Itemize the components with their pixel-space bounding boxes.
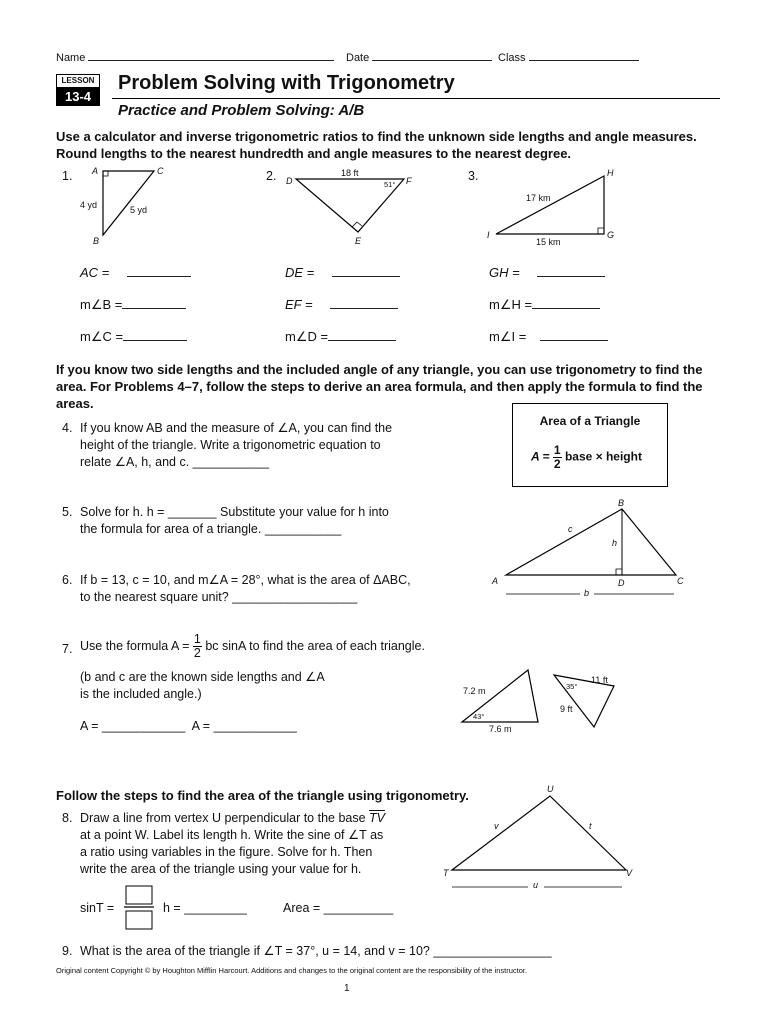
answer-gh-label: GH = xyxy=(489,265,520,280)
sin-numerator-box[interactable] xyxy=(126,886,152,904)
answer-angle-d-label: m∠D = xyxy=(285,329,329,344)
answer-angle-h[interactable] xyxy=(489,297,600,313)
answer-angle-c-label: m∠C = xyxy=(80,329,124,344)
fig-label-U: U xyxy=(547,784,554,794)
q4-line2: height of the triangle. Write a trigonometric equation to xyxy=(80,438,381,452)
q8-line2: at a point W. Label its length h. Write the sine of ∠T as xyxy=(80,828,384,842)
page-number: 1 xyxy=(344,983,350,994)
answer-ef-label: EF = xyxy=(285,297,313,312)
label-side-bc: 5 yd xyxy=(130,205,148,215)
area-box-rhs: base × height xyxy=(564,449,642,464)
label-H-3: H xyxy=(607,168,614,178)
lesson-number: 13-4 xyxy=(56,88,100,106)
answer-angle-c[interactable] xyxy=(80,329,187,345)
label-G-3: G xyxy=(607,230,615,240)
q8-tv: $\overline{TV}$ xyxy=(369,811,386,825)
fig-label-T: T xyxy=(443,868,449,878)
label-side-ig: 15 km xyxy=(536,237,561,247)
triangle-tuv xyxy=(452,796,626,870)
answer-angle-b-label: m∠B = xyxy=(80,297,123,312)
label-side-df: 18 ft xyxy=(341,168,359,178)
q7-fraction xyxy=(193,633,202,660)
q7-number: 7. xyxy=(62,642,73,656)
label-E-2: E xyxy=(355,236,362,246)
class-label: Class xyxy=(498,52,526,64)
q8-sin-label: sinT = xyxy=(80,901,115,915)
q8-line1: Draw a line from vertex U perpendicular to the base xyxy=(80,811,366,825)
lesson-tag: LESSON xyxy=(56,74,100,88)
q5-number: 5. xyxy=(62,505,73,519)
fig-label-D: D xyxy=(618,578,625,588)
q9-number: 9. xyxy=(62,944,73,958)
q7-den: 2 xyxy=(193,646,201,660)
q8-h-answer[interactable]: h = _________ xyxy=(163,901,247,915)
q7b-side2: 9 ft xyxy=(560,704,573,714)
fig-label-A: A xyxy=(492,576,499,586)
answer-angle-d[interactable] xyxy=(285,329,396,345)
answer-angle-i-label: m∠I = xyxy=(489,329,527,344)
q7a-side2: 7.6 m xyxy=(489,724,512,734)
area-box-fraction xyxy=(553,444,562,471)
area-box-formula xyxy=(531,444,642,471)
area-box-lhs: A = xyxy=(531,449,550,464)
fig-label-c: c xyxy=(568,524,573,534)
copyright-footer: Original content Copyright © by Houghton Mifflin Harcourt. Additions and changes to the original content are the responsibility of the instructor. xyxy=(56,966,528,975)
answer-de-label: DE = xyxy=(285,265,315,280)
q5-line1[interactable]: Solve for h. h = _______ Substitute your value for h into xyxy=(80,505,389,519)
instructions-1: Use a calculator and inverse trigonometric ratios to find the unknown side lengths and angle measures. Round lengths to the nearest hundredth and angle measures to the nearest degree. xyxy=(56,129,697,161)
sin-denominator-box[interactable] xyxy=(126,911,152,929)
label-A-1: A xyxy=(92,166,99,176)
fig-label-b: b xyxy=(584,588,590,598)
q7-pre: Use the formula A = xyxy=(80,638,190,653)
q4-number: 4. xyxy=(62,421,73,435)
q6-number: 6. xyxy=(62,573,73,587)
q4-line1: If you know AB and the measure of ∠A, you can find the xyxy=(80,421,393,435)
q4-line3[interactable]: relate ∠A, h, and c. ___________ xyxy=(80,455,270,469)
name-label: Name xyxy=(56,52,86,64)
label-angle-f: 51° xyxy=(384,180,396,189)
label-side-ab: 4 yd xyxy=(80,200,98,210)
page-title: Problem Solving with Trigonometry xyxy=(118,72,455,94)
q5-line2[interactable]: the formula for area of a triangle. ___________ xyxy=(80,522,342,536)
label-D-2: D xyxy=(286,176,293,186)
fig-label-v: v xyxy=(494,821,499,831)
q7b-side1: 11 ft xyxy=(591,675,608,685)
q7a-angle: 43° xyxy=(473,712,485,721)
label-side-hi: 17 km xyxy=(526,193,551,203)
q7-num: 1 xyxy=(193,632,201,646)
q8-line3: a ratio using variables in the figure. Solve for h. Then xyxy=(80,845,373,859)
label-B-1: B xyxy=(93,236,100,246)
answer-angle-h-label: m∠H = xyxy=(489,297,533,312)
fig-label-h: h xyxy=(612,538,618,548)
area-box-title: Area of a Triangle xyxy=(539,414,641,428)
right-angle-mark-2 xyxy=(352,222,362,227)
instructions-2: If you know two side lengths and the included angle of any triangle, you can use trigonometry to find the area. For Problems 4–7, follow the steps to derive an area formula, and then apply the formula to find the areas. xyxy=(56,362,703,411)
q8-area-answer[interactable]: Area = __________ xyxy=(283,901,394,915)
answer-ac[interactable] xyxy=(80,265,191,280)
area-box-num: 1 xyxy=(553,443,561,457)
right-angle-mark-4 xyxy=(616,569,622,575)
label-I-3: I xyxy=(487,230,490,240)
problem-2-number: 2. xyxy=(266,169,277,183)
problem-1-number: 1. xyxy=(62,169,73,183)
page-subtitle: Practice and Problem Solving: A/B xyxy=(118,102,365,119)
triangle-abc-area xyxy=(506,509,676,575)
q8-number: 8. xyxy=(62,811,73,825)
triangle-ghi xyxy=(496,176,604,234)
q8-line1-wrap xyxy=(80,810,385,827)
problem-3-number: 3. xyxy=(468,169,479,183)
q7b-angle: 35° xyxy=(566,682,578,691)
q7-formula-line xyxy=(80,633,425,660)
right-angle-mark-1 xyxy=(103,171,108,176)
fig-label-C: C xyxy=(677,576,684,586)
fig-label-V: V xyxy=(626,868,633,878)
answer-ac-label: AC = xyxy=(80,265,110,280)
answer-angle-b[interactable] xyxy=(80,297,186,313)
q9-text[interactable]: What is the area of the triangle if ∠T = 37°, u = 14, and v = 10? _________________ xyxy=(80,944,552,958)
q6-line2[interactable]: to the nearest square unit? __________________ xyxy=(80,590,358,604)
q7-note2: is the included angle.) xyxy=(80,687,202,701)
label-C-1: C xyxy=(157,166,164,176)
fig-label-t: t xyxy=(589,821,592,831)
area-formula-box xyxy=(512,403,668,487)
label-F-2: F xyxy=(406,176,412,186)
q6-line1: If b = 13, c = 10, and m∠A = 28°, what is the area of ΔABC, xyxy=(80,573,411,587)
right-angle-mark-3 xyxy=(598,228,604,234)
triangle-abc-1 xyxy=(103,171,154,235)
answer-gh[interactable] xyxy=(489,265,605,280)
q8-line4: write the area of the triangle using your value for h. xyxy=(80,862,362,876)
answer-ef[interactable] xyxy=(285,297,398,312)
fig-label-B: B xyxy=(618,498,625,508)
area-box-den: 2 xyxy=(553,457,561,471)
fig-label-u: u xyxy=(533,880,539,890)
answer-de[interactable] xyxy=(285,265,400,280)
q7-post: bc sinA to find the area of each triangle. xyxy=(205,638,425,653)
q7-answers[interactable]: A = ____________ A = ____________ xyxy=(80,719,297,733)
date-label: Date xyxy=(346,52,370,64)
instructions-3: Follow the steps to find the area of the triangle using trigonometry. xyxy=(56,788,469,803)
q7-note1: (b and c are the known side lengths and ∠A xyxy=(80,670,325,684)
q7a-side1: 7.2 m xyxy=(463,686,486,696)
answer-angle-i[interactable] xyxy=(489,329,608,345)
